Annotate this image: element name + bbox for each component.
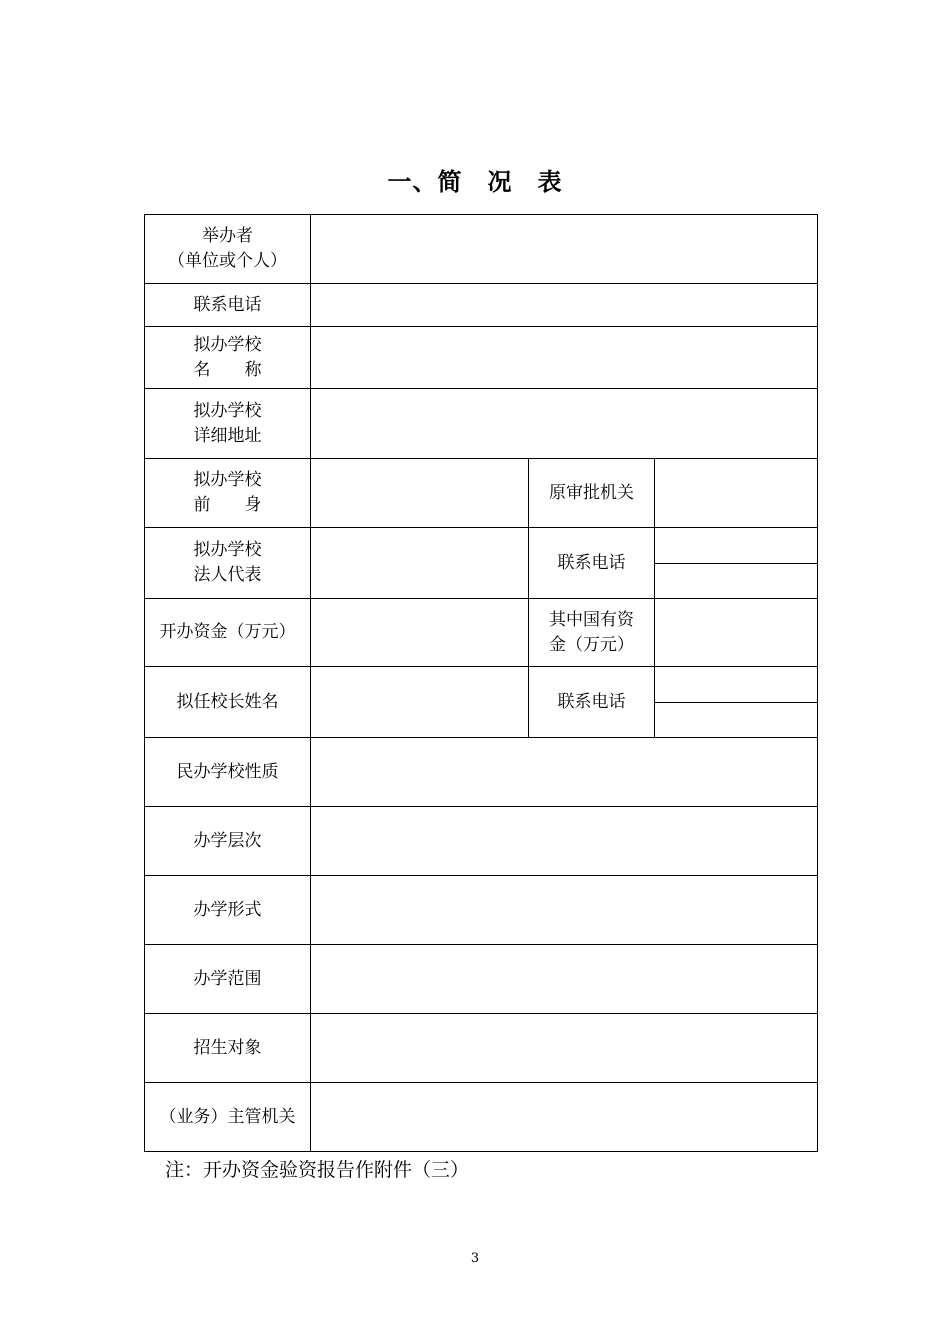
- label-school-address-line2: 详细地址: [193, 425, 262, 446]
- label-scope: 办学范围: [145, 945, 311, 1014]
- field-legal-rep-phone-2[interactable]: [655, 563, 817, 598]
- principal-phone-split: [655, 667, 817, 737]
- label-school-address-line1: 拟办学校: [193, 400, 262, 421]
- row-authority: [145, 1083, 818, 1152]
- label-legal-rep: [145, 528, 311, 599]
- row-funds: [145, 599, 818, 667]
- row-sponsor: [145, 215, 818, 284]
- legal-rep-phone-split: [655, 528, 817, 598]
- field-legal-rep-phone-cell: [655, 528, 818, 599]
- label-school-predecessor-line1: 拟办学校: [193, 470, 262, 490]
- field-legal-rep[interactable]: [311, 528, 529, 599]
- label-sponsor-line1: 举办者: [202, 226, 253, 246]
- label-nature: 民办学校性质: [145, 738, 311, 807]
- label-authority: （业务）主管机关: [145, 1083, 311, 1152]
- label-principal: 拟任校长姓名: [145, 667, 311, 738]
- field-school-predecessor[interactable]: [311, 459, 529, 528]
- row-level: [145, 807, 818, 876]
- field-principal-phone-2[interactable]: [655, 702, 817, 737]
- row-school-predecessor: [145, 459, 818, 528]
- label-state-funds: [529, 599, 655, 667]
- page-number: 3: [470, 1251, 480, 1266]
- label-state-funds-line2: 金（万元）: [549, 634, 634, 655]
- label-school-predecessor: [145, 459, 311, 528]
- label-sponsor-line2: （单位或个人）: [168, 251, 287, 271]
- overview-form-table: [144, 214, 818, 1152]
- label-legal-rep-phone: 联系电话: [529, 528, 655, 599]
- label-start-funds: 开办资金（万元）: [145, 599, 311, 667]
- field-level[interactable]: [311, 807, 818, 876]
- field-school-name[interactable]: [311, 327, 818, 389]
- field-phone[interactable]: [311, 284, 818, 327]
- row-scope: [145, 945, 818, 1014]
- label-school-name-line1: 拟办学校: [193, 334, 262, 355]
- label-legal-rep-line1: 拟办学校: [193, 540, 262, 560]
- label-phone: 联系电话: [145, 284, 311, 327]
- page-title: 一、简 况 表: [387, 167, 563, 196]
- label-school-address: [145, 389, 311, 459]
- field-school-address[interactable]: [311, 389, 818, 459]
- label-level: 办学层次: [145, 807, 311, 876]
- label-school-name-line2: 名 称: [193, 359, 262, 380]
- footnote: 注：开办资金验资报告作附件（三）: [165, 1159, 470, 1181]
- label-sponsor: [145, 215, 311, 284]
- field-legal-rep-phone-1[interactable]: [655, 528, 817, 563]
- label-form: 办学形式: [145, 876, 311, 945]
- row-legal-rep: [145, 528, 818, 599]
- field-state-funds[interactable]: [655, 599, 818, 667]
- field-form[interactable]: [311, 876, 818, 945]
- field-principal-phone-cell: [655, 667, 818, 738]
- field-start-funds[interactable]: [311, 599, 529, 667]
- row-school-name: [145, 327, 818, 389]
- row-form: [145, 876, 818, 945]
- field-scope[interactable]: [311, 945, 818, 1014]
- label-enrollment: 招生对象: [145, 1014, 311, 1083]
- row-enrollment: [145, 1014, 818, 1083]
- row-phone: [145, 284, 818, 327]
- label-principal-phone: 联系电话: [529, 667, 655, 738]
- field-principal[interactable]: [311, 667, 529, 738]
- label-original-approval: 原审批机关: [529, 459, 655, 528]
- label-state-funds-line1: 其中国有资: [549, 609, 634, 630]
- row-school-address: [145, 389, 818, 459]
- label-school-predecessor-line2: 前 身: [193, 495, 262, 515]
- row-principal: [145, 667, 818, 738]
- label-school-name: [145, 327, 311, 389]
- label-legal-rep-line2: 法人代表: [193, 565, 262, 585]
- row-nature: [145, 738, 818, 807]
- field-original-approval[interactable]: [655, 459, 818, 528]
- field-enrollment[interactable]: [311, 1014, 818, 1083]
- field-sponsor[interactable]: [311, 215, 818, 284]
- field-authority[interactable]: [311, 1083, 818, 1152]
- field-principal-phone-1[interactable]: [655, 667, 817, 702]
- field-nature[interactable]: [311, 738, 818, 807]
